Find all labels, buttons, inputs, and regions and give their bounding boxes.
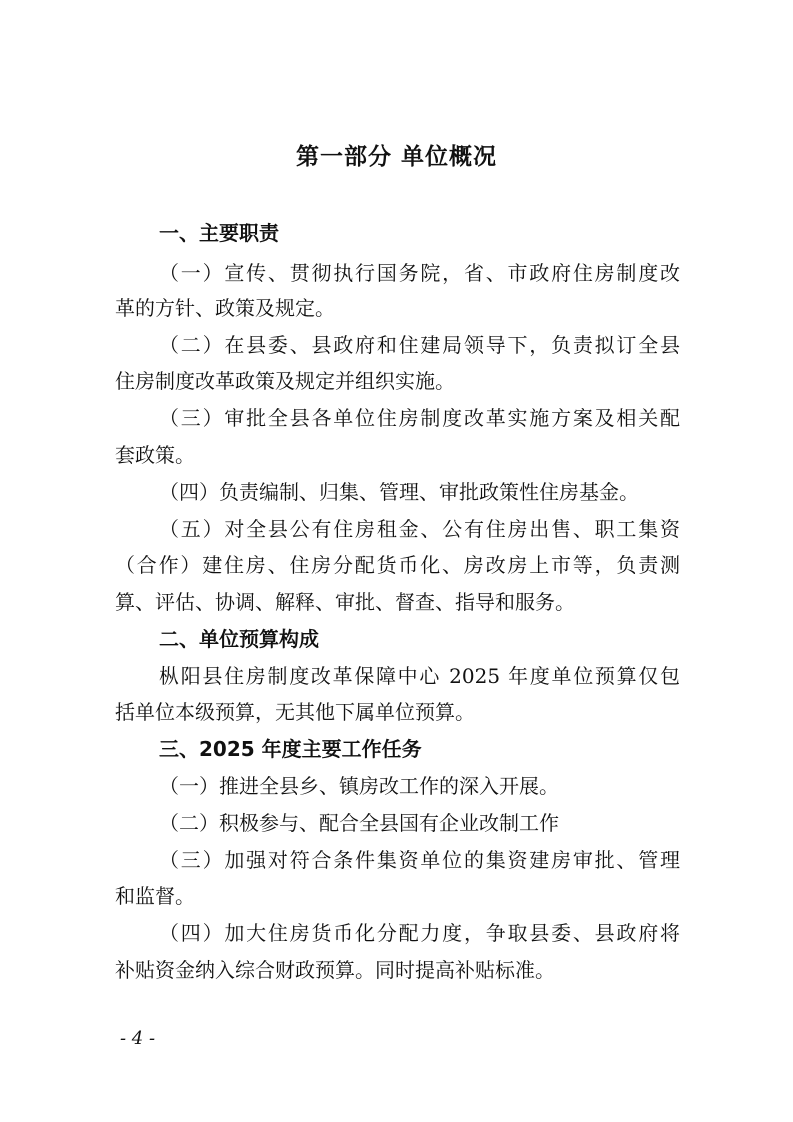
page-number: - 4 - xyxy=(120,1028,156,1049)
paragraph-line: 套政策。 xyxy=(115,443,195,467)
section-heading-tasks: 三、2025 年度主要工作任务 xyxy=(159,737,422,761)
paragraph-line: 括单位本级预算，无其他下属单位预算。 xyxy=(115,700,475,724)
section-heading-budget: 二、单位预算构成 xyxy=(159,627,319,651)
paragraph-line: （二）积极参与、配合全县国有企业改制工作 xyxy=(159,811,559,835)
paragraph-line: 补贴资金纳入综合财政预算。同时提高补贴标准。 xyxy=(115,958,555,982)
paragraph-line: 算、评估、协调、解释、审批、督查、指导和服务。 xyxy=(115,590,575,614)
paragraph-line: （五）对全县公有住房租金、公有住房出售、职工集资 xyxy=(159,517,680,541)
paragraph-line: （一）宣传、贯彻执行国务院，省、市政府住房制度改 xyxy=(159,261,680,285)
paragraph-line: 和监督。 xyxy=(115,884,195,908)
paragraph-line: 住房制度改革政策及规定并组织实施。 xyxy=(115,369,455,393)
paragraph-line: 枞阳县住房制度改革保障中心 2025 年度单位预算仅包 xyxy=(159,664,680,688)
paragraph-line: （二）在县委、县政府和住建局领导下，负责拟订全县 xyxy=(159,333,680,357)
paragraph-line: （一）推进全县乡、镇房改工作的深入开展。 xyxy=(159,774,559,798)
section-heading-duties: 一、主要职责 xyxy=(159,221,279,245)
paragraph-line: （合作）建住房、住房分配货币化、房改房上市等，负责测 xyxy=(115,553,680,577)
paragraph-line: （三）加强对符合条件集资单位的集资建房审批、管理 xyxy=(159,848,680,872)
paragraph-line: 革的方针、政策及规定。 xyxy=(115,296,335,320)
paragraph-line: （三）审批全县各单位住房制度改革实施方案及相关配 xyxy=(159,406,680,430)
paragraph-line: （四）负责编制、归集、管理、审批政策性住房基金。 xyxy=(159,480,639,504)
page-title: 第一部分 单位概况 xyxy=(295,144,497,170)
paragraph-line: （四）加大住房货币化分配力度，争取县委、县政府将 xyxy=(159,921,680,945)
